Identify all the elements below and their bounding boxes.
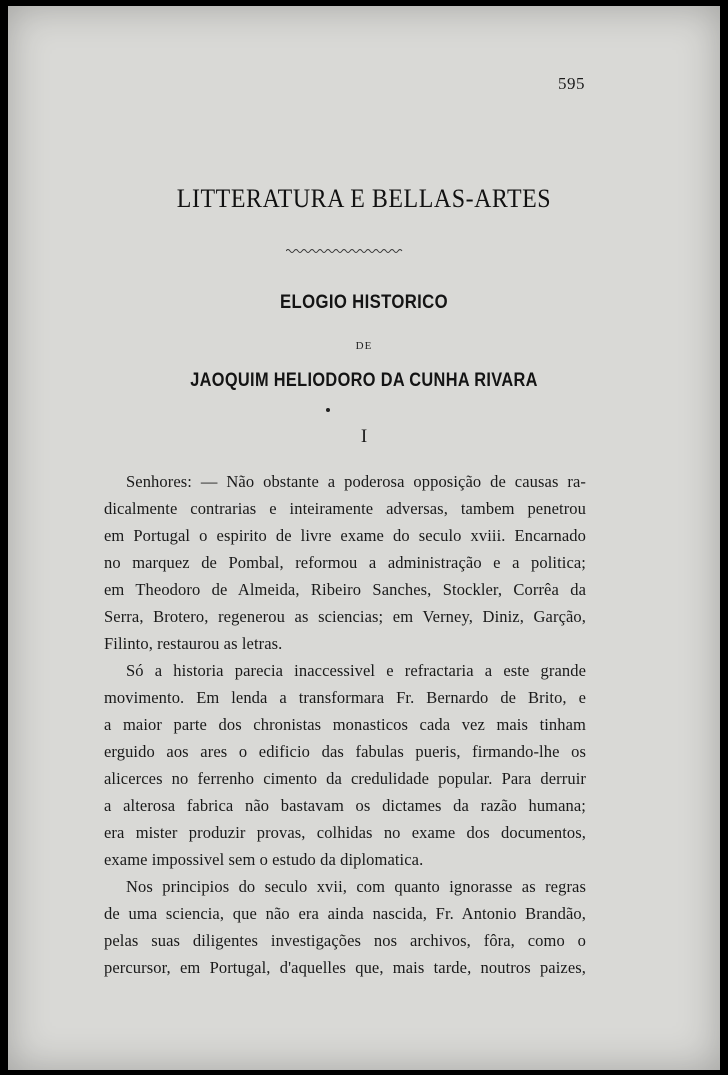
text-line: a maior parte dos chronistas monasticos cada vez mais tinham xyxy=(104,715,586,734)
wavy-rule-ornament xyxy=(286,246,404,256)
text-line: exame impossivel sem o estudo da diplomatica. xyxy=(104,850,424,869)
paragraph-2 xyxy=(104,657,586,873)
text-line: pelas suas diligentes investigações nos archivos, fôra, como o xyxy=(104,931,586,950)
essay-title: ELOGIO HISTORICO xyxy=(280,292,448,313)
text-line: de uma sciencia, que não era ainda nascida, Fr. Antonio Brandão, xyxy=(104,904,586,923)
text-line: era mister produzir provas, colhidas no exame dos documentos, xyxy=(104,823,586,842)
paragraph-3 xyxy=(104,873,586,981)
page-number: 595 xyxy=(558,74,585,93)
text-line: Filinto, restaurou as letras. xyxy=(104,634,283,653)
text-line: Só a historia parecia inaccessivel e refractaria a este grande xyxy=(126,661,586,680)
chapter-number: I xyxy=(360,426,368,447)
text-line: em Theodoro de Almeida, Ribeiro Sanches, Stockler, Corrêa da xyxy=(104,580,586,599)
paragraph-1 xyxy=(104,468,586,657)
body-text xyxy=(104,468,586,981)
text-line: alicerces no ferrenho cimento da credulidade popular. Para derruir xyxy=(104,769,586,788)
text-line: erguido aos ares o edificio das fabulas pueris, firmando-lhe os xyxy=(104,742,586,761)
text-line: no marquez de Pombal, reformou a administração e a politica; xyxy=(104,553,586,572)
text-line: dicalmente contrarias e inteiramente adversas, tambem penetrou xyxy=(104,499,586,518)
text-line: Nos principios do seculo xvii, com quanto ignorasse as regras xyxy=(126,877,586,896)
subject-name: JAOQUIM HELIODORO DA CUNHA RIVARA xyxy=(190,370,538,391)
text-line: percursor, em Portugal, d'aquelles que, mais tarde, noutros paizes, xyxy=(104,958,586,977)
text-line: em Portugal o espirito de livre exame do seculo xviii. Encarnado xyxy=(104,526,586,545)
section-title: LITTERATURA E BELLAS-ARTES xyxy=(176,184,552,213)
preposition: DE xyxy=(355,340,373,352)
text-line: Serra, Brotero, regenerou as sciencias; em Verney, Diniz, Garção, xyxy=(104,607,586,626)
ornament-dot xyxy=(326,408,330,412)
text-line: a alterosa fabrica não bastavam os dictames da razão humana; xyxy=(104,796,586,815)
text-line: Senhores: — Não obstante a poderosa opposição de causas ra- xyxy=(126,472,586,491)
text-line: movimento. Em lenda a transformara Fr. Bernardo de Brito, e xyxy=(104,688,586,707)
book-page xyxy=(8,6,720,1070)
